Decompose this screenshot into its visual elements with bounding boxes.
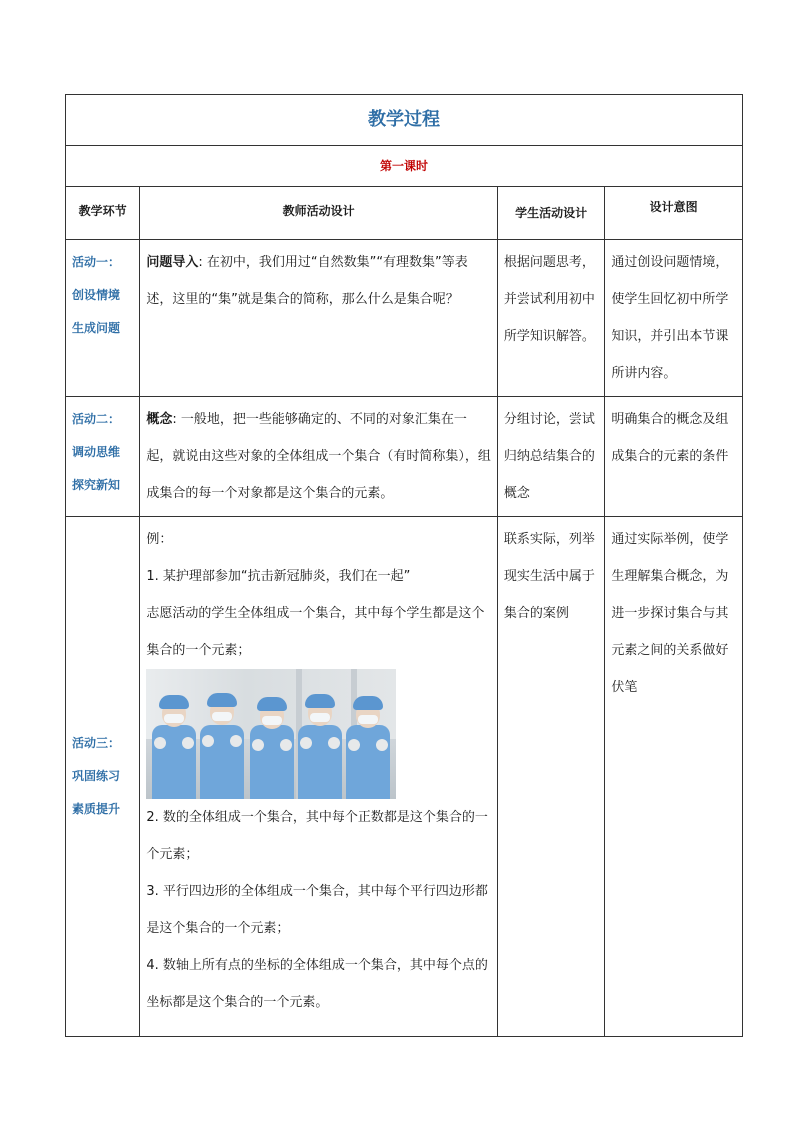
lesson-plan-page	[65, 94, 743, 1037]
lesson-subtitle: 第一课时	[66, 146, 743, 187]
header-student: 学生活动设计	[497, 187, 604, 240]
teacher-label: 问题导入	[146, 255, 199, 270]
table-row	[66, 517, 743, 1037]
volunteers-photo	[146, 669, 396, 799]
design-intent-cell: 通过实际举例，使学生理解集合概念，为进一步探讨集合与其元素之间的关系做好伏笔	[605, 517, 743, 1037]
header-stage: 教学环节	[66, 187, 140, 240]
table-row	[66, 240, 743, 397]
teacher-label: 概念	[146, 412, 173, 427]
teaching-process-table	[65, 94, 743, 1037]
table-row	[66, 397, 743, 517]
header-row	[66, 187, 743, 240]
example-label: 例：	[146, 532, 173, 547]
student-activity-cell: 根据问题思考，并尝试利用初中所学知识解答。	[497, 240, 604, 397]
student-activity-cell: 联系实际，列举现实生活中属于集合的案例	[497, 517, 604, 1037]
stage-cell: 活动二： 调动思维 探究新知	[66, 397, 140, 517]
teacher-text: : 在初中，我们用过“自然数集”“有理数集”等表述，这里的“集”就是集合的简称，那么什么是集合呢？	[146, 255, 468, 307]
example-1-line-1: 1. 某护理部参加“抗击新冠肺炎，我们在一起”	[146, 569, 411, 584]
design-intent-cell: 明确集合的概念及组成集合的元素的条件	[605, 397, 743, 517]
stage-cell: 活动一： 创设情境 生成问题	[66, 240, 140, 397]
example-3: 3. 平行四边形的全体组成一个集合，其中每个平行四边形都是这个集合的一个元素；	[146, 884, 488, 936]
example-4: 4. 数轴上所有点的坐标的全体组成一个集合，其中每个点的坐标都是这个集合的一个元素。	[146, 958, 488, 1010]
teacher-activity-cell	[140, 517, 498, 1037]
stage-cell: 活动三： 巩固练习 素质提升	[66, 517, 140, 1037]
example-1-line-2: 志愿活动的学生全体组成一个集合，其中每个学生都是这个集合的一个元素；	[146, 606, 485, 658]
student-activity-cell: 分组讨论，尝试归纳总结集合的概念	[497, 397, 604, 517]
table-title: 教学过程	[66, 95, 743, 146]
design-intent-cell: 通过创设问题情境，使学生回忆初中所学知识，并引出本节课所讲内容。	[605, 240, 743, 397]
teacher-activity-cell	[140, 397, 498, 517]
header-teacher: 教师活动设计	[140, 187, 498, 240]
teacher-text: : 一般地，把一些能够确定的、不同的对象汇集在一起，就说由这些对象的全体组成一个集合（有时简称集），组成集合的每一个对象都是这个集合的元素。	[146, 412, 491, 501]
teacher-activity-cell	[140, 240, 498, 397]
example-2: 2. 数的全体组成一个集合，其中每个正数都是这个集合的一个元素；	[146, 810, 488, 862]
header-intent: 设计意图	[605, 187, 743, 240]
